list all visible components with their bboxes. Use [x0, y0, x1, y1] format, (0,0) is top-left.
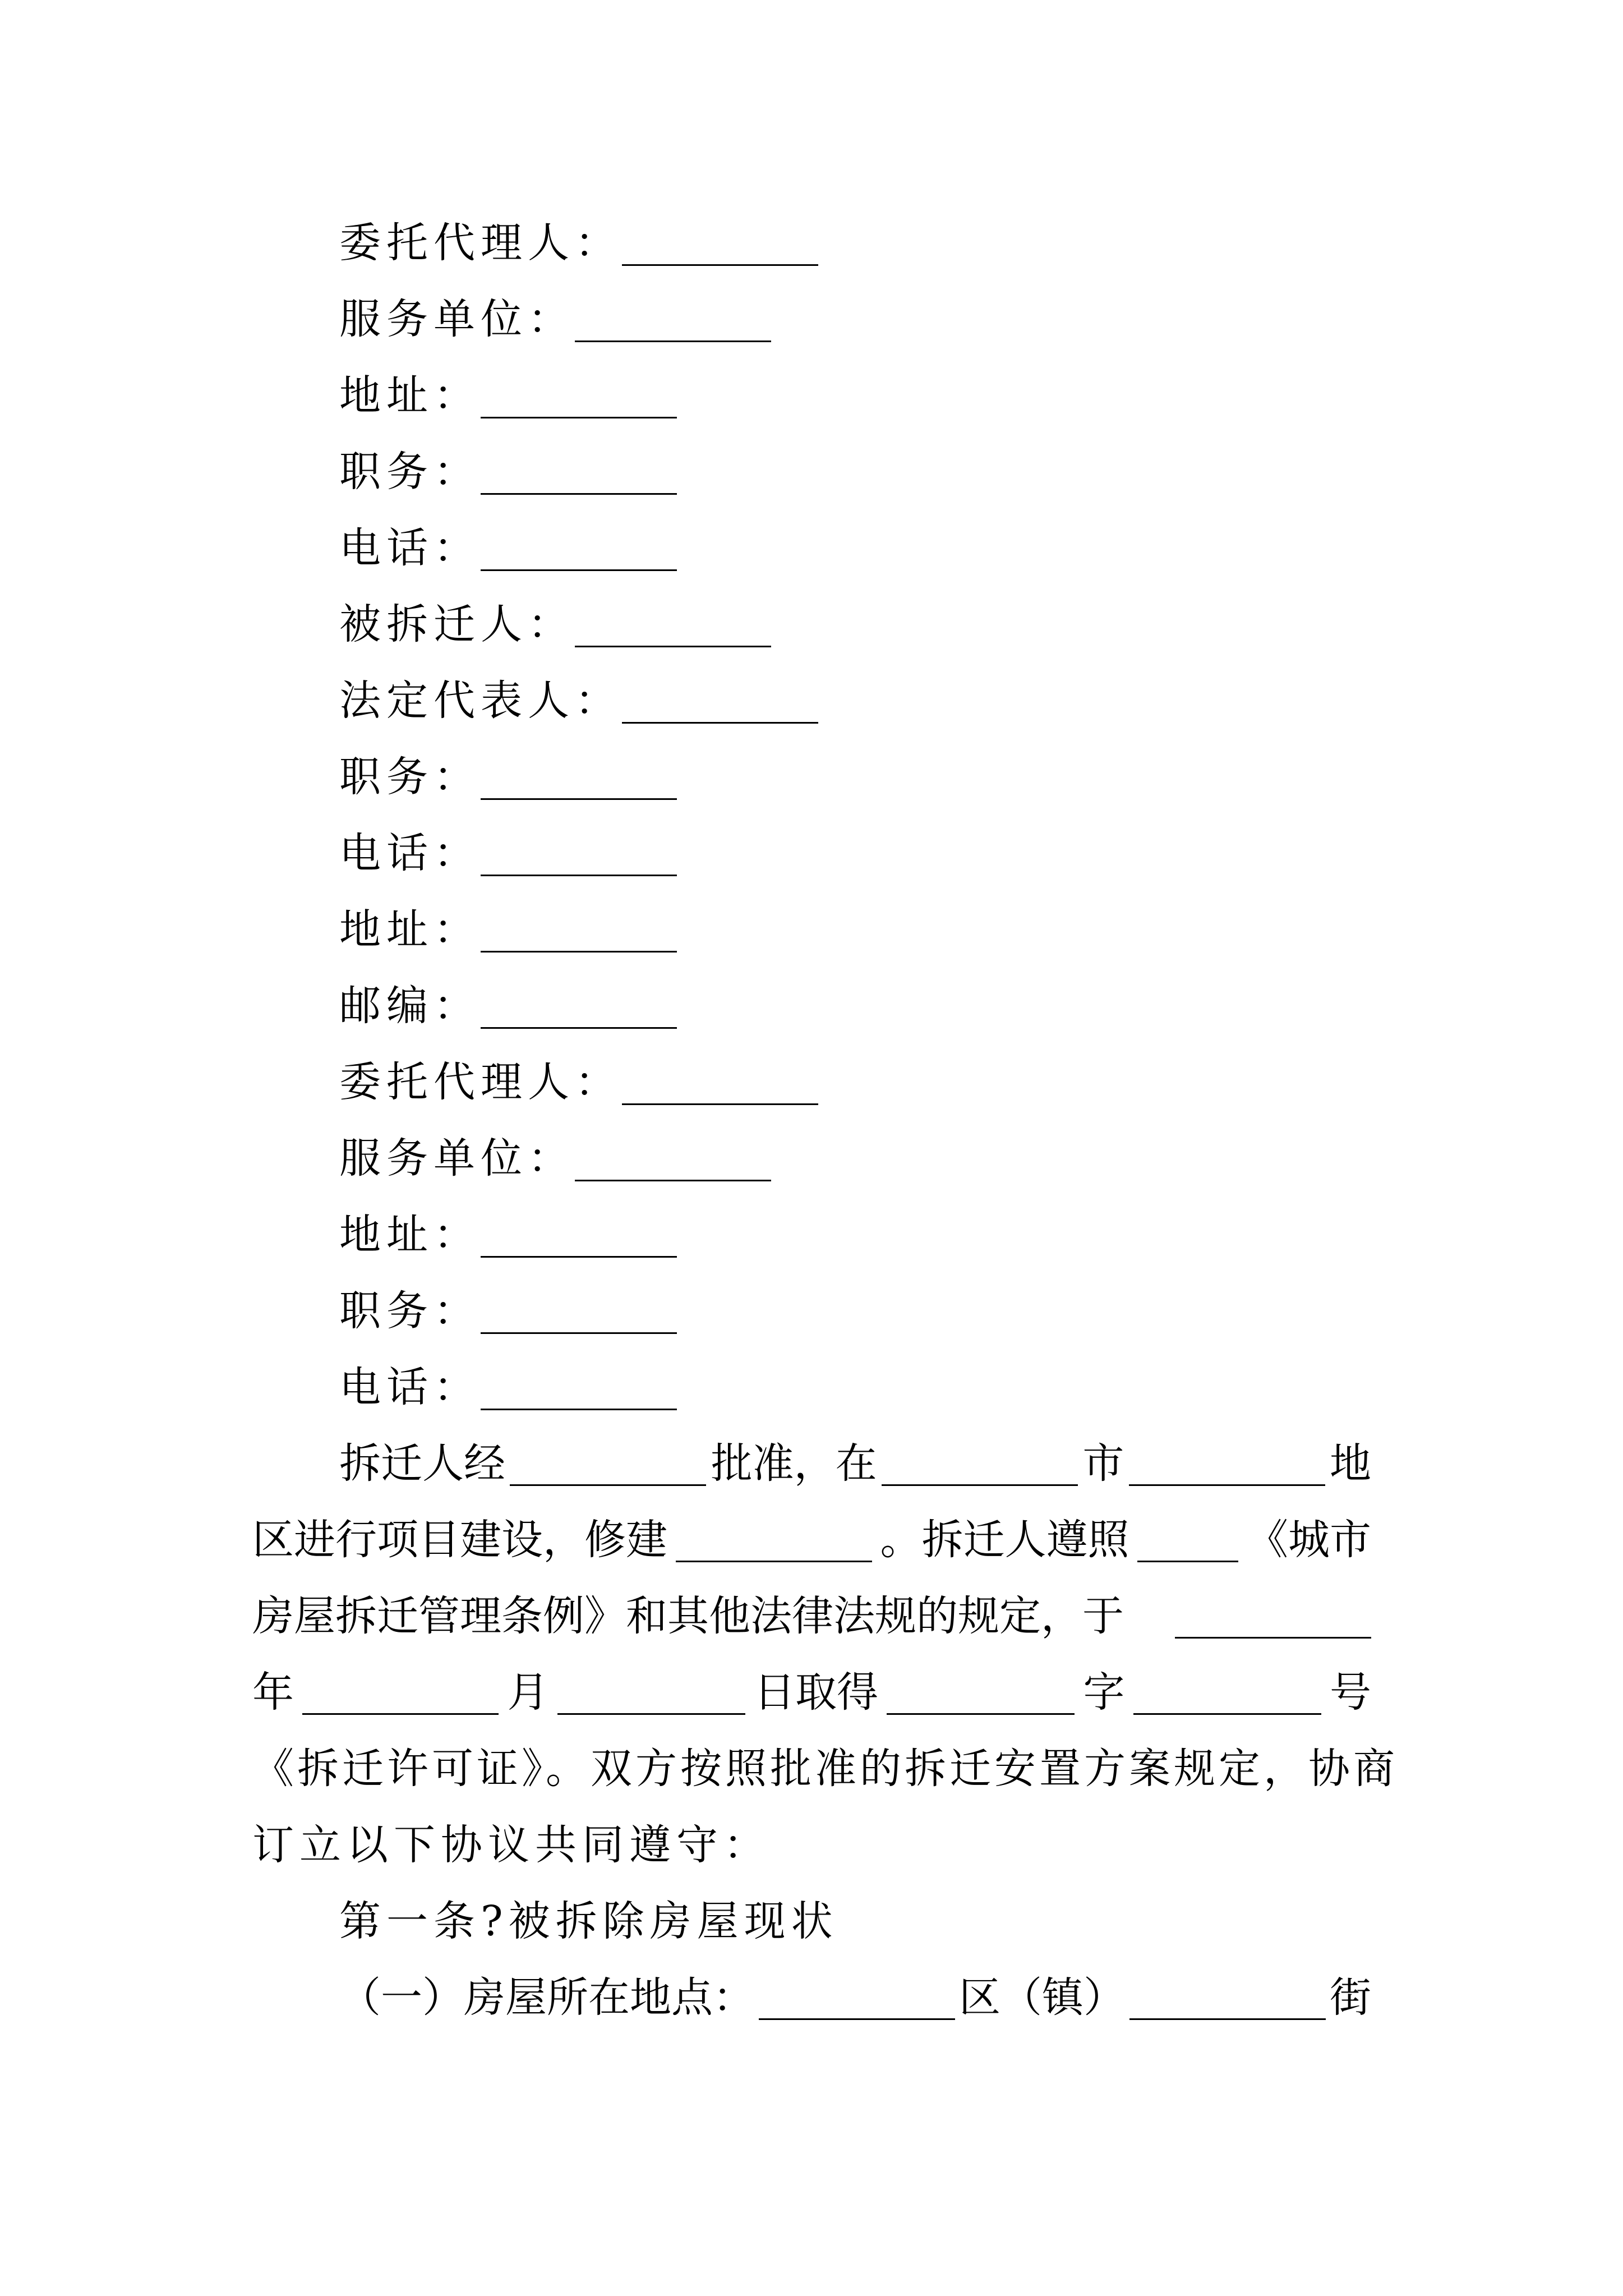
text-segment: 字 — [1083, 1668, 1125, 1717]
field-agent — [339, 204, 1517, 282]
fill-blank[interactable] — [1129, 1976, 1326, 2020]
field-service-unit — [339, 280, 1517, 358]
fill-blank[interactable] — [575, 1137, 771, 1181]
fill-blank[interactable] — [481, 984, 677, 1029]
field-position — [339, 1272, 1517, 1350]
field-label: 服务单位： — [339, 1134, 575, 1182]
field-label: 地址： — [339, 371, 481, 420]
text-segment: 房屋拆迁管理条例》和其他法律法规的规定，于 — [252, 1592, 1124, 1640]
field-address — [339, 1195, 1517, 1274]
fill-blank[interactable] — [622, 222, 818, 266]
field-address — [339, 356, 1517, 435]
text-segment: 《城市 — [1247, 1516, 1371, 1564]
field-legal-rep — [339, 661, 1517, 740]
paragraph-line-1 — [339, 1424, 1371, 1503]
fill-blank[interactable] — [481, 1213, 677, 1258]
text-segment: 拆迁人经 — [339, 1439, 505, 1488]
text-segment: 区进行项目建设，修建 — [252, 1516, 667, 1564]
text-segment: 日取得 — [754, 1668, 878, 1717]
text-segment: 地 — [1329, 1439, 1371, 1488]
fill-blank[interactable] — [302, 1671, 499, 1715]
fill-blank[interactable] — [575, 603, 771, 647]
text-segment: 市 — [1082, 1439, 1124, 1488]
fill-blank[interactable] — [1137, 1518, 1238, 1562]
fill-blank[interactable] — [510, 1442, 706, 1486]
fill-blank[interactable] — [481, 527, 677, 571]
field-label: 职务： — [339, 448, 481, 496]
field-label: 邮编： — [339, 982, 481, 1030]
field-service-unit — [339, 1119, 1517, 1198]
fill-blank[interactable] — [759, 1976, 955, 2020]
fill-blank[interactable] — [1129, 1442, 1325, 1486]
fill-blank[interactable] — [481, 756, 677, 800]
text-segment: 街 — [1330, 1973, 1371, 2022]
paragraph-line-3 — [252, 1577, 1371, 1655]
fill-blank[interactable] — [622, 1061, 818, 1105]
field-label: 电话： — [339, 829, 481, 877]
field-label: 法定代表人： — [339, 677, 622, 725]
field-phone — [339, 509, 1517, 587]
field-relocatee — [339, 585, 1517, 664]
fill-blank[interactable] — [622, 679, 818, 724]
text-segment: 订立以下协议共同遵守： — [252, 1821, 771, 1869]
text-segment: 《拆迁许可证》。双方按照批准的拆迁安置方案规定，协商 — [252, 1745, 1398, 1793]
field-label: 委托代理人： — [339, 219, 622, 267]
field-label: 职务： — [339, 1287, 481, 1335]
article-title — [339, 1882, 1517, 1961]
fill-blank[interactable] — [887, 1671, 1075, 1715]
text-segment: 区（镇） — [959, 1973, 1125, 2022]
paragraph-line-5 — [252, 1729, 1398, 1808]
field-agent — [339, 1043, 1517, 1121]
fill-blank[interactable] — [481, 1290, 677, 1334]
text-segment: 年 — [252, 1668, 294, 1717]
field-label: 委托代理人： — [339, 1058, 622, 1106]
fill-blank[interactable] — [481, 450, 677, 495]
field-phone — [339, 1348, 1517, 1427]
field-address — [339, 890, 1517, 969]
text-segment: （一）房屋所在地点： — [339, 1973, 754, 2022]
paragraph-line-2 — [252, 1501, 1371, 1579]
field-postcode — [339, 967, 1517, 1045]
fill-blank[interactable] — [481, 908, 677, 953]
fill-blank[interactable] — [1175, 1594, 1371, 1639]
field-label: 电话： — [339, 1363, 481, 1411]
fill-blank[interactable] — [575, 298, 771, 342]
field-position — [339, 738, 1517, 816]
text-segment: 。拆迁人遵照 — [880, 1516, 1129, 1564]
field-label: 地址： — [339, 1211, 481, 1259]
text-segment: 号 — [1330, 1668, 1371, 1717]
fill-blank[interactable] — [557, 1671, 745, 1715]
article-item-1 — [339, 1958, 1371, 2037]
text-segment: 月 — [507, 1668, 549, 1717]
field-label: 地址： — [339, 905, 481, 954]
field-label: 电话： — [339, 524, 481, 572]
paragraph-line-6 — [252, 1806, 1623, 1884]
field-label: 服务单位： — [339, 295, 575, 343]
paragraph-line-4 — [252, 1653, 1371, 1732]
article-heading: 第一条?被拆除房屋现状 — [339, 1897, 838, 1945]
field-position — [339, 432, 1517, 511]
fill-blank[interactable] — [882, 1442, 1078, 1486]
fill-blank[interactable] — [1133, 1671, 1321, 1715]
fill-blank[interactable] — [481, 374, 677, 418]
field-phone — [339, 814, 1517, 892]
fill-blank[interactable] — [481, 1366, 677, 1410]
field-label: 职务： — [339, 753, 481, 801]
fill-blank[interactable] — [481, 832, 677, 876]
field-label: 被拆迁人： — [339, 600, 575, 648]
fill-blank[interactable] — [676, 1518, 872, 1562]
text-segment: 批准，在 — [711, 1439, 877, 1488]
